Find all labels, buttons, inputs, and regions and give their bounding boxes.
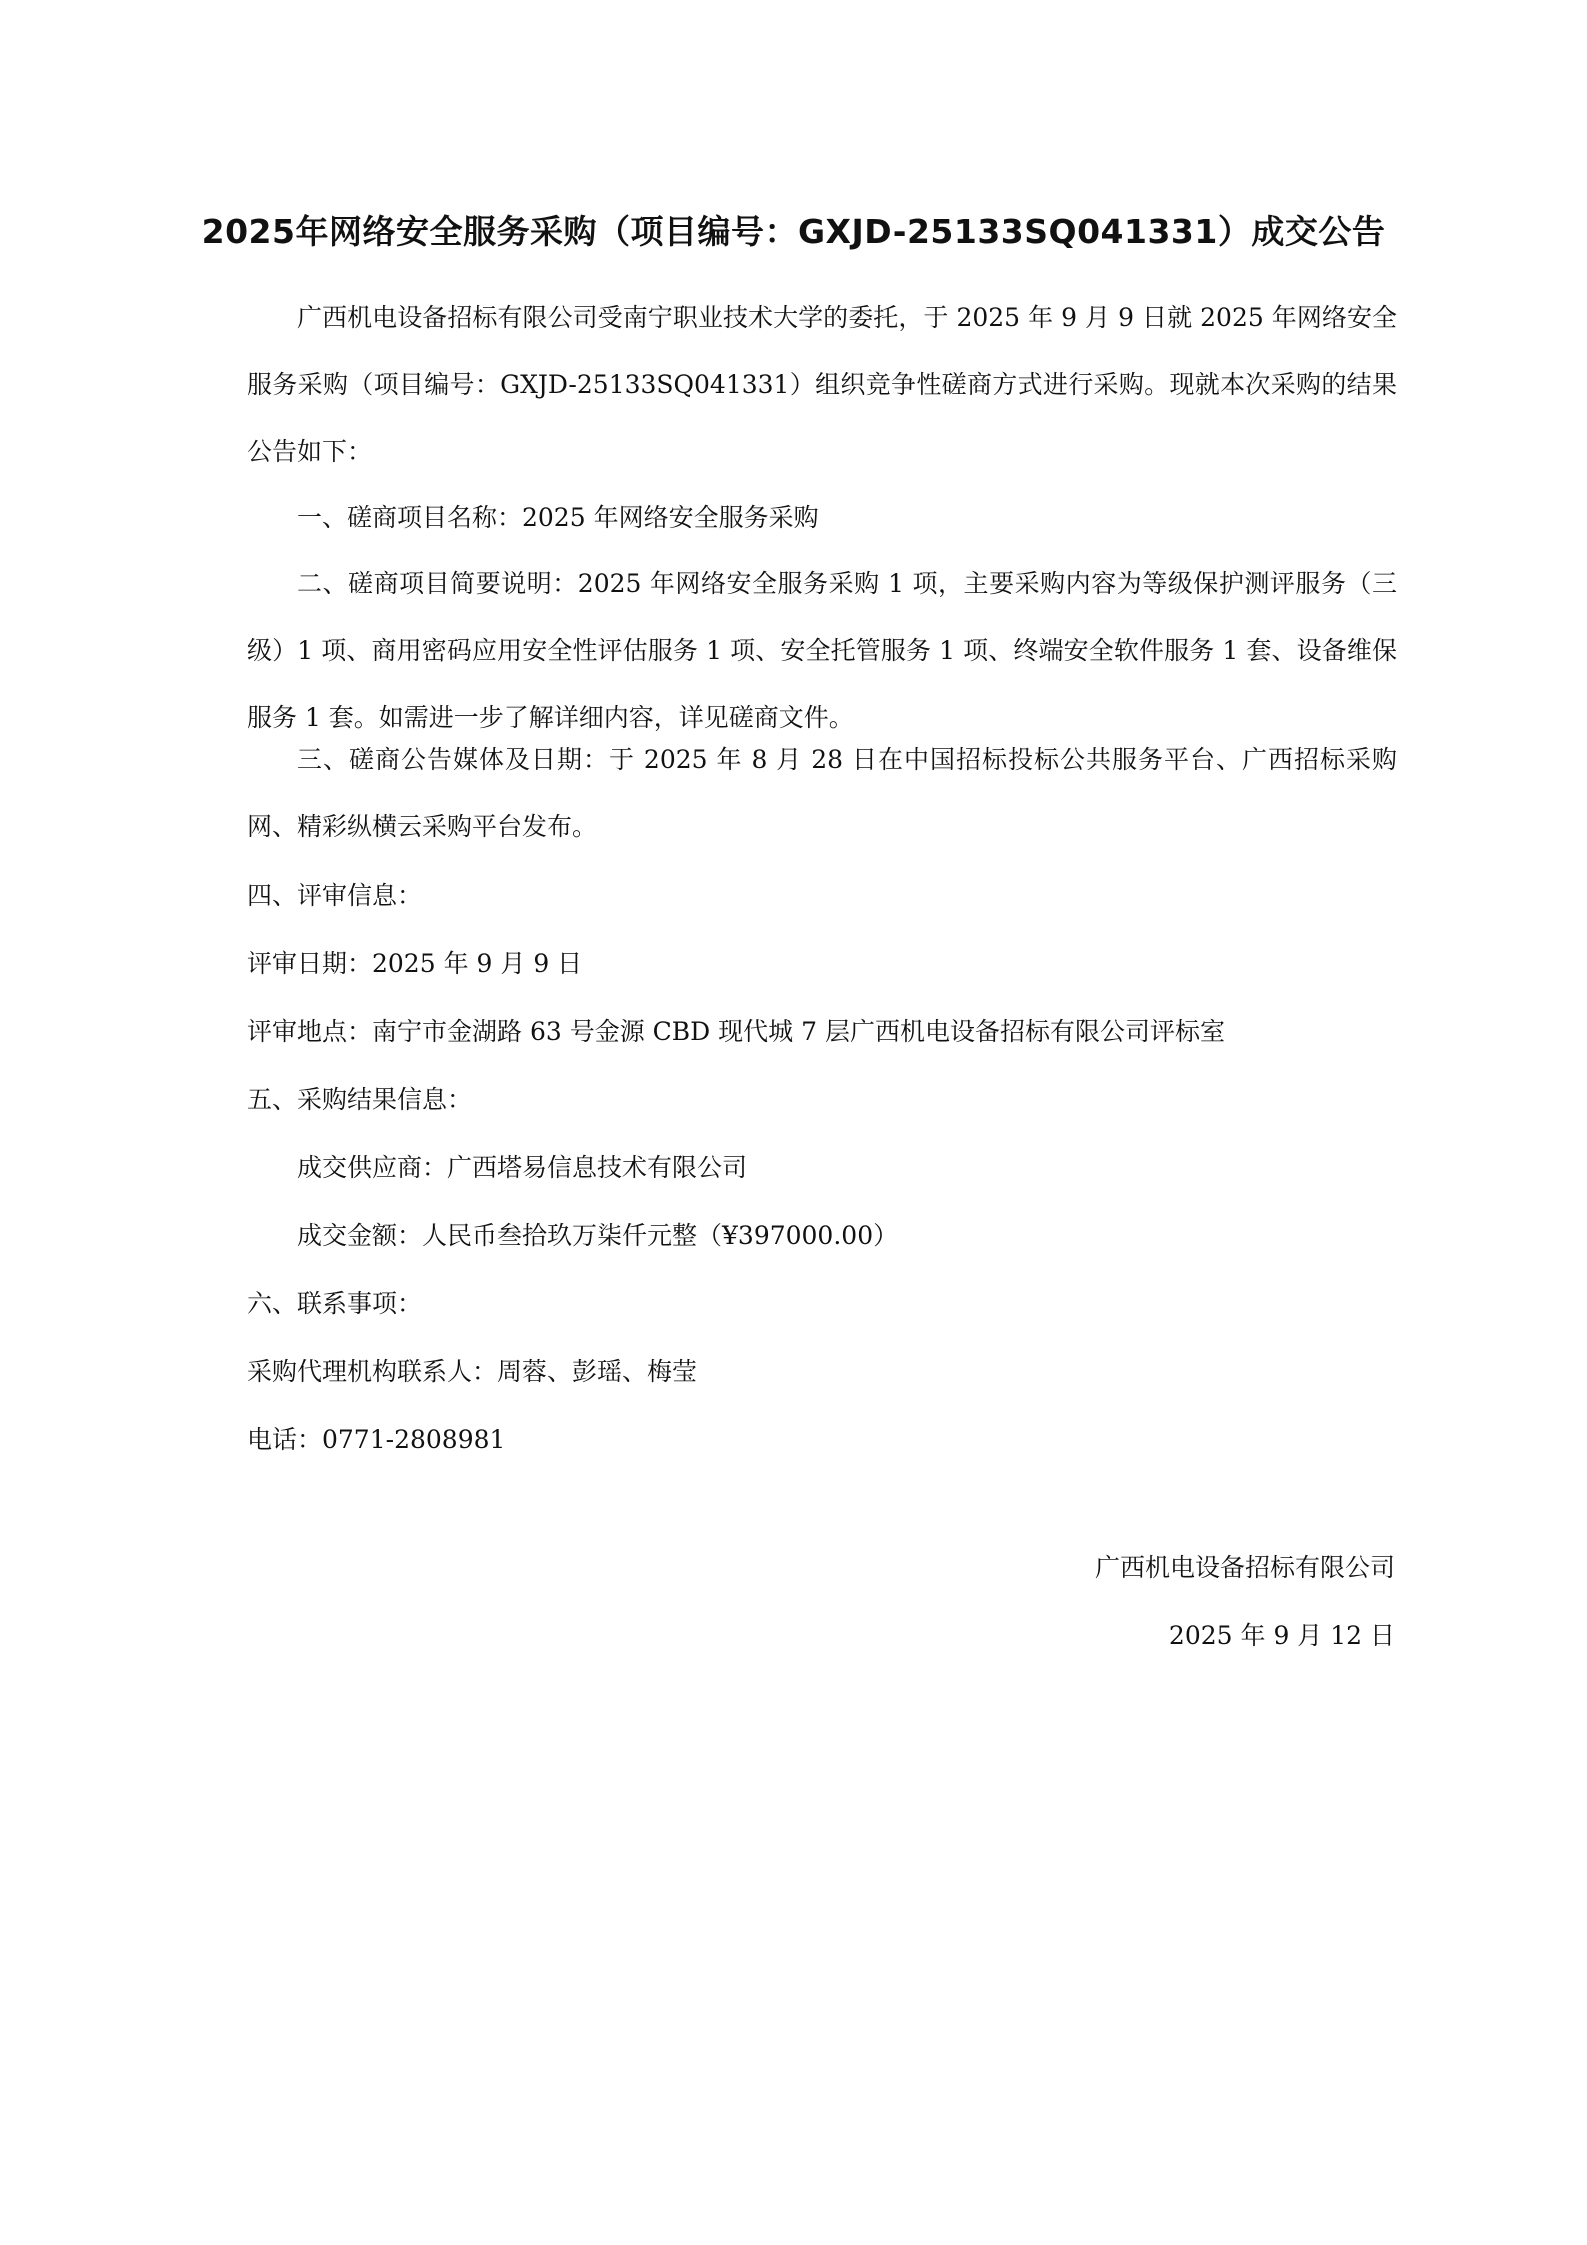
- agency-contacts: 采购代理机构联系人：周蓉、彭瑶、梅莹: [247, 1357, 698, 1386]
- intro-paragraph: 广西机电设备招标有限公司受南宁职业技术大学的委托，于 2025 年 9 月 9 日就 2025 年网络安全服务采购（项目编号：GXJD-25133SQ041331）组织竞争性磋商方式进行采购。现就本次采购的结果公告如下：: [247, 303, 1397, 466]
- section-review-heading: 四、评审信息：: [247, 881, 423, 910]
- signature-date: 2025 年 9 月 12 日: [1168, 1621, 1395, 1650]
- review-date: 评审日期：2025 年 9 月 9 日: [247, 949, 583, 978]
- section-project-description: 二、磋商项目简要说明：2025 年网络安全服务采购 1 项，主要采购内容为等级保护测评服务（三级）1 项、商用密码应用安全性评估服务 1 项、安全托管服务 1 项、终端安全软件服务 1 套、设备维保服务 1 套。如需进一步了解详细内容，详见磋商文件。: [247, 569, 1397, 732]
- section-project-name: 一、磋商项目名称：2025 年网络安全服务采购: [297, 503, 819, 532]
- section-announcement-media: 三、磋商公告媒体及日期：于 2025 年 8 月 28 日在中国招标投标公共服务平台、广西招标采购网、精彩纵横云采购平台发布。: [247, 745, 1397, 841]
- document-title: 2025年网络安全服务采购（项目编号：GXJD-25133SQ041331）成交公告: [201, 212, 1386, 251]
- contract-amount: 成交金额：人民币叁拾玖万柒仟元整（¥397000.00）: [297, 1221, 899, 1250]
- winning-supplier: 成交供应商：广西塔易信息技术有限公司: [297, 1153, 748, 1182]
- review-place: 评审地点：南宁市金湖路 63 号金源 CBD 现代城 7 层广西机电设备招标有限公司评标室: [247, 1017, 1225, 1046]
- section-result-heading: 五、采购结果信息：: [247, 1085, 473, 1114]
- section-contact-heading: 六、联系事项：: [247, 1289, 423, 1318]
- signature-company: 广西机电设备招标有限公司: [1094, 1553, 1395, 1582]
- contact-phone: 电话：0771-2808981: [247, 1425, 506, 1454]
